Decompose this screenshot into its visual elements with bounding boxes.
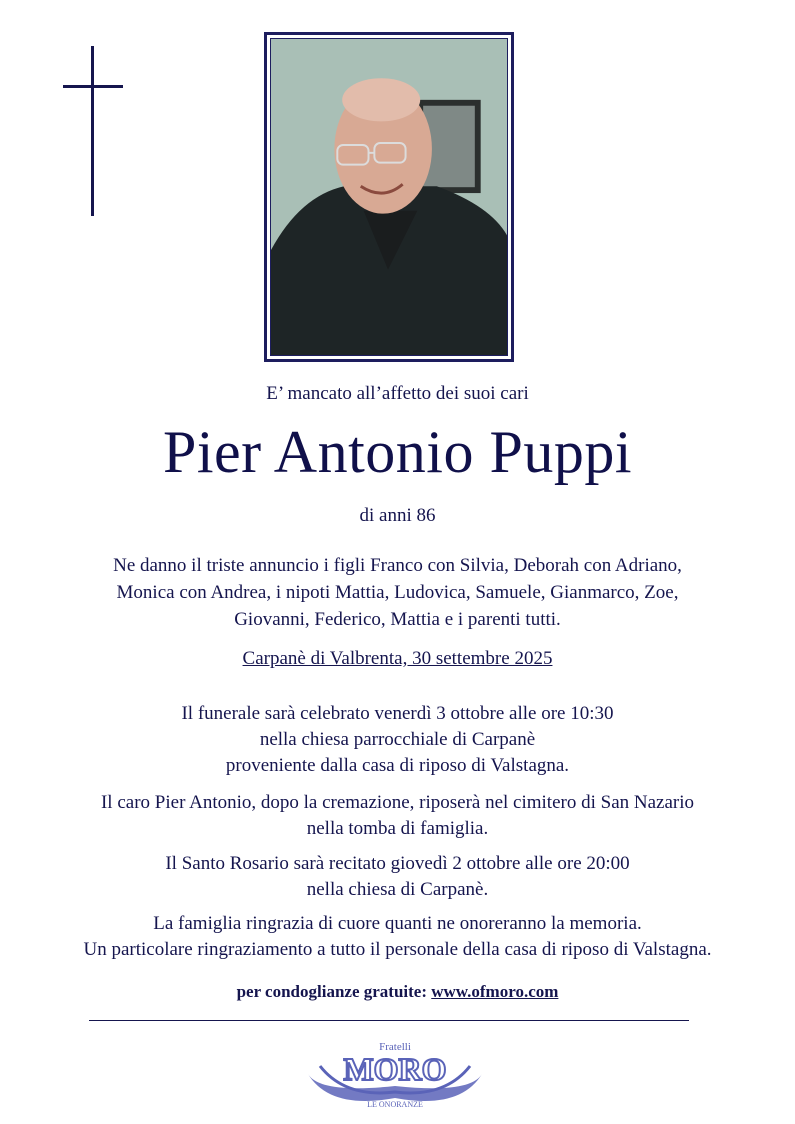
logo-main-text: MORO: [343, 1051, 447, 1087]
moro-logo: [300, 1036, 490, 1110]
funeral-line: nella chiesa parrocchiale di Carpanè: [259, 729, 536, 750]
rosary-line: nella chiesa di Carpanè.: [306, 879, 489, 900]
condolences-text: [0, 982, 795, 1002]
divider: [89, 1020, 689, 1021]
thanks-line: Un particolare ringraziamento a tutto il personale della casa di riposo di Valstagna.: [83, 939, 712, 960]
announcement-line: Giovanni, Federico, Mattia e i parenti tutti.: [234, 609, 561, 630]
funeral-line: proveniente dalla casa di riposo di Valstagna.: [225, 755, 570, 776]
cross-icon: [63, 46, 123, 216]
funeral-line: Il funerale sarà celebrato venerdì 3 ottobre alle ore 10:30: [181, 703, 614, 724]
deceased-name: Pier Antonio Puppi: [162, 419, 633, 485]
thanks-line: La famiglia ringrazia di cuore quanti ne onoreranno la memoria.: [153, 913, 642, 934]
condolences-link[interactable]: www.ofmoro.com: [431, 982, 559, 1001]
condolences-label: per condoglianze gratuite:: [236, 982, 432, 1001]
logo-top-text: Fratelli: [379, 1041, 411, 1053]
burial-line: nella tomba di famiglia.: [306, 818, 489, 839]
announcement-line: Ne danno il triste annuncio i figli Franco con Silvia, Deborah con Adriano,: [113, 555, 682, 576]
intro-text: E’ mancato all’affetto dei suoi cari: [266, 383, 529, 404]
portrait-photo: [264, 32, 514, 362]
age-text: di anni 86: [359, 505, 436, 526]
rosary-line: Il Santo Rosario sarà recitato giovedì 2 ottobre alle ore 20:00: [165, 853, 630, 874]
logo-bottom-text: LE ONORANZE: [367, 1100, 423, 1109]
announcement-line: Monica con Andrea, i nipoti Mattia, Ludovica, Samuele, Gianmarco, Zoe,: [116, 582, 679, 603]
portrait-image: [271, 39, 507, 355]
burial-line: Il caro Pier Antonio, dopo la cremazione, riposerà nel cimitero di San Nazario: [100, 792, 695, 813]
place-date: Carpanè di Valbrenta, 30 settembre 2025: [242, 648, 553, 669]
